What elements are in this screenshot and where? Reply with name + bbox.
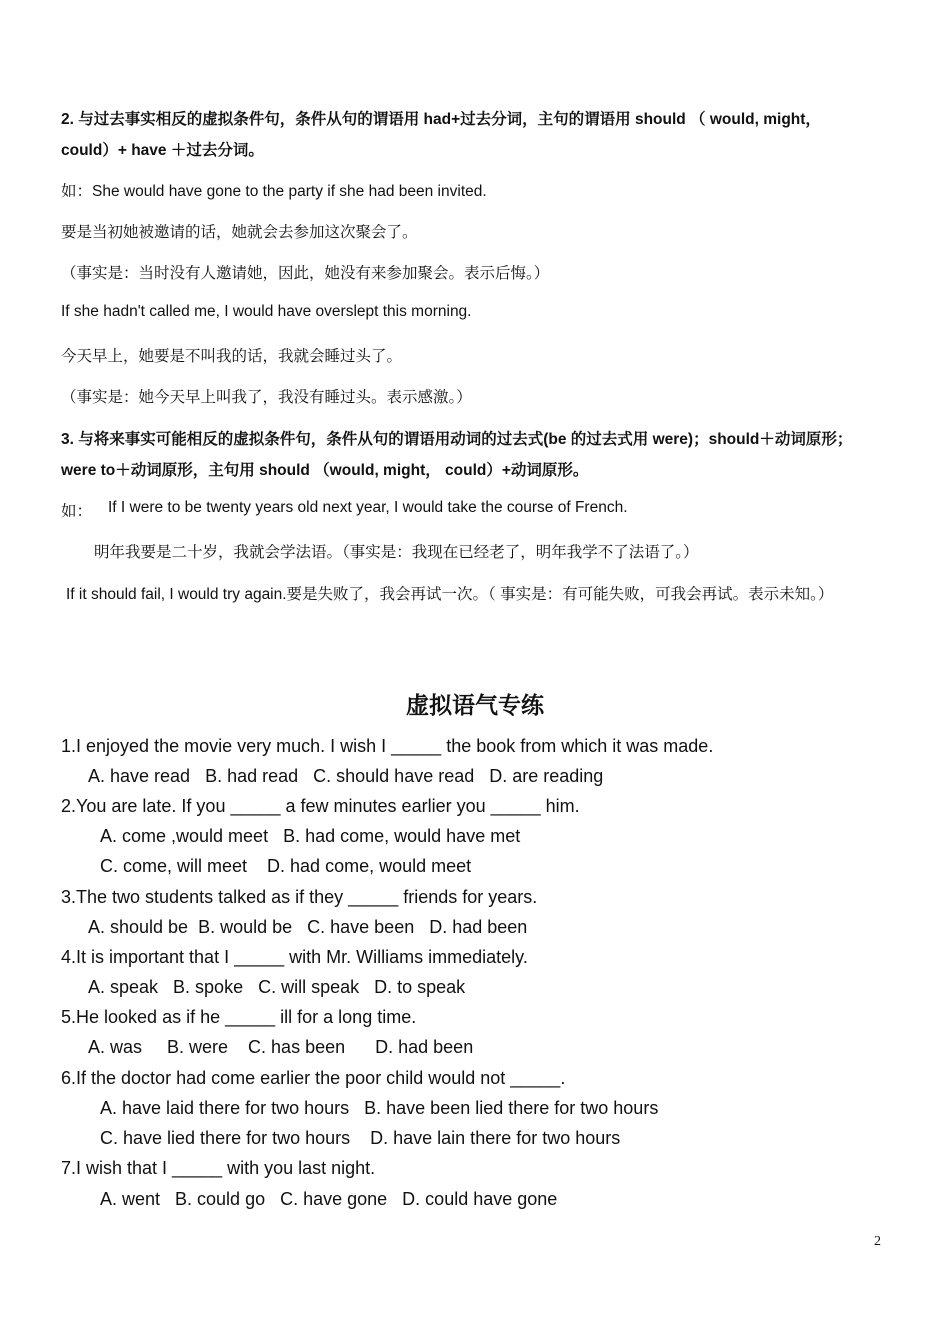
- question-5: 5.He looked as if he _____ ill for a long time.: [61, 1007, 417, 1027]
- question-1-options: A. have read B. had read C. should have read D. are reading: [88, 766, 604, 786]
- rule3-line2: were to＋动词原形，主句用 should （would, might， could）+动词原形。: [61, 462, 589, 479]
- question-2: 2.You are late. If you _____ a few minutes earlier you _____ him.: [61, 796, 580, 816]
- question-4-options: A. speak B. spoke C. will speak D. to speak: [88, 977, 466, 997]
- rule2-line2: could）+ have ＋过去分词。: [61, 142, 264, 159]
- rule2-example-6: （事实是：她今天早上叫我了，我没有睡过头。表示感激。）: [61, 388, 472, 406]
- rule3-example-1-cn: 明年我要是二十岁，我就会学法语。（事实是：我现在已经老了，明年我学不了法语了。）: [94, 543, 699, 561]
- rule3-example-1: If I were to be twenty years old next year, I would take the course of French.: [108, 499, 628, 516]
- question-6: 6.If the doctor had come earlier the poor child would not _____.: [61, 1068, 566, 1088]
- question-3-options: A. should be B. would be C. have been D. had been: [88, 917, 528, 937]
- rule3-line1: 3. 与将来事实可能相反的虚拟条件句，条件从句的谓语用动词的过去式(be 的过去式用 were)；should＋动词原形；: [61, 431, 853, 448]
- question-6-options-cd: C. have lied there for two hours D. have lain there for two hours: [100, 1128, 621, 1148]
- question-5-options: A. was B. were C. has been D. had been: [88, 1037, 474, 1057]
- question-2-options-ab: A. come ,would meet B. had come, would have met: [100, 826, 521, 846]
- question-2-options-cd: C. come, will meet D. had come, would meet: [100, 856, 472, 876]
- question-7-options: A. went B. could go C. have gone D. could have gone: [100, 1189, 558, 1209]
- page-number: 2: [874, 1234, 881, 1249]
- rule2-example-5: 今天早上，她要是不叫我的话，我就会睡过头了。: [61, 347, 403, 365]
- rule2-example-2: 要是当初她被邀请的话，她就会去参加这次聚会了。: [61, 223, 418, 241]
- rule2-example-1: 如：She would have gone to the party if she had been invited.: [61, 183, 487, 200]
- rule2-example-3: （事实是：当时没有人邀请她，因此，她没有来参加聚会。表示后悔。）: [61, 264, 550, 282]
- question-4: 4.It is important that I _____ with Mr. Williams immediately.: [61, 947, 528, 967]
- question-3: 3.The two students talked as if they _____ friends for years.: [61, 887, 538, 907]
- question-1: 1.I enjoyed the movie very much. I wish I _____ the book from which it was made.: [61, 736, 714, 756]
- question-6-options-ab: A. have laid there for two hours B. have been lied there for two hours: [100, 1098, 659, 1118]
- question-7: 7.I wish that I _____ with you last night.: [61, 1158, 376, 1178]
- rule2-line1: 2. 与过去事实相反的虚拟条件句，条件从句的谓语用 had+过去分词，主句的谓语用 should （ would, might，: [61, 111, 821, 128]
- rule3-example-prefix: 如：: [61, 502, 93, 520]
- rule2-example-4: If she hadn't called me, I would have overslept this morning.: [61, 303, 472, 320]
- rule3-example-2: If it should fail, I would try again.要是失败了，我会再试一次。（ 事实是：有可能失败，可我会再试。表示未知。）: [66, 586, 834, 603]
- exercise-title: 虚拟语气专练: [406, 693, 544, 719]
